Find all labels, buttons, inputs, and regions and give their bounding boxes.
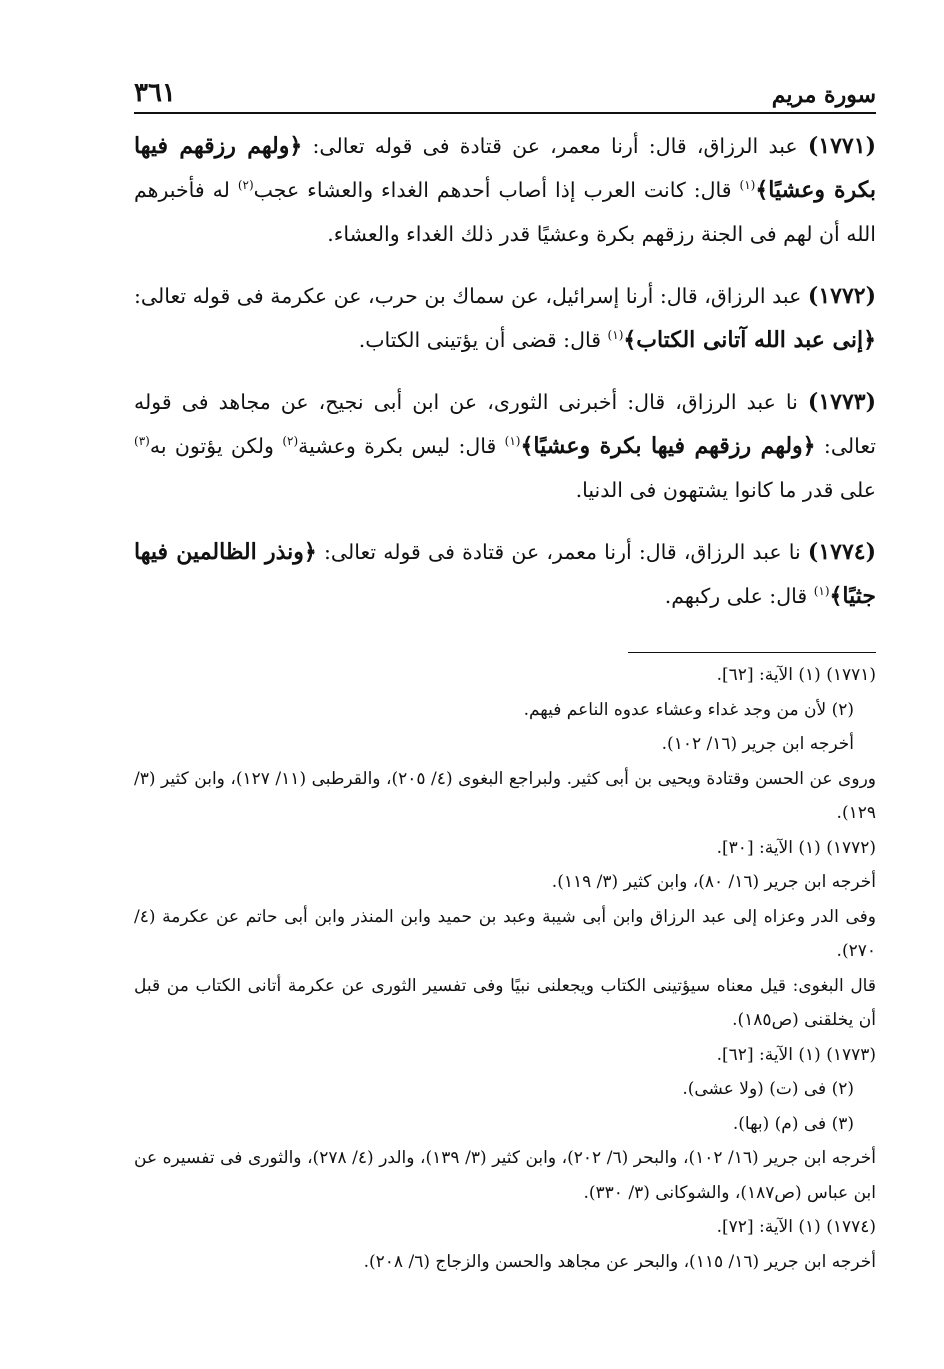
paragraph-text: ولكن يؤتون به xyxy=(149,434,283,458)
footnote-line: (١٧٧٣) (١) الآية: [٦٢]. xyxy=(716,1044,876,1065)
footnote-line: (١٧٧١) (١) الآية: [٦٢]. xyxy=(716,665,876,685)
footnote-separator xyxy=(628,652,876,653)
footnote-line: (١٧٧٢) (١) الآية: [٣٠]. xyxy=(716,837,876,858)
main-text xyxy=(134,124,876,636)
quran-verse: ﴿ولهم رزقهم فيها بكرة وعشيًا﴾ xyxy=(134,133,876,203)
quran-verse: ﴿ونذر الظالمين فيها جثيًا﴾ xyxy=(134,539,876,609)
hadith-number: (١٧٧٣) xyxy=(807,389,876,415)
footnote-ref: (١) xyxy=(739,178,756,193)
header-rule xyxy=(134,112,876,114)
paragraph-text: عبد الرزاق، قال: أرنا معمر، عن قتادة فى قوله تعالى: xyxy=(302,134,808,158)
footnotes xyxy=(134,658,876,1279)
footnote-line: (٣) فى (م) (بها). xyxy=(732,1113,854,1134)
paragraph-text: نا عبد الرزاق، قال: أرنا معمر، عن قتادة فى قوله تعالى: xyxy=(316,540,808,564)
paragraph-text: قال: قضى أن يؤتينى الكتاب. xyxy=(358,328,608,352)
paragraph-1773 xyxy=(134,380,876,512)
paragraph-text: على قدر ما كانوا يشتهون فى الدنيا. xyxy=(575,478,876,502)
footnote-ref: (٢) xyxy=(282,434,299,449)
paragraph-1774 xyxy=(134,530,876,618)
footnote-line: وفى الدر وعزاه إلى عبد الرزاق وابن أبى شيبة وعبد بن حميد وابن المنذر وابن أبى حاتم عن عكرمة (٤/ ٢٧٠). xyxy=(134,906,876,961)
paragraph-text: نا عبد الرزاق، قال: أخبرنى الثورى، عن ابن أبى نجيح، عن مجاهد فى قوله تعالى: xyxy=(134,390,877,458)
page-header xyxy=(134,72,876,112)
footnote-ref: (١) xyxy=(813,584,830,599)
footnote-ref: (٢) xyxy=(237,178,254,193)
footnote-line: أخرجه ابن جرير (١٦/ ١١٥)، والبحر عن مجاهد والحسن والزجاج (٦/ ٢٠٨). xyxy=(363,1251,876,1272)
paragraph-text: قال: على ركبهم. xyxy=(664,584,814,608)
paragraph-1771 xyxy=(134,124,876,256)
footnote-line: قال البغوى: قيل معناه سيؤتينى الكتاب ويجعلنى نبيًا وفى تفسير الثورى عن عكرمة أتانى الكتاب من قبل أن يخلقنى (ص١٨٥). xyxy=(134,975,876,1030)
paragraph-text: قال: كانت العرب إذا أصاب أحدهم الغداء والعشاء عجب xyxy=(253,178,740,202)
paragraph-text: عبد الرزاق، قال: أرنا إسرائيل، عن سماك بن حرب، عن عكرمة فى قوله تعالى: xyxy=(134,284,808,308)
page-number: ٣٦١ xyxy=(134,78,176,108)
footnote-line: أخرجه ابن جرير (١٦/ ١٠٢)، والبحر (٦/ ٢٠٢)، وابن كثير (٣/ ١٣٩)، والدر (٤/ ٢٧٨)، والثورى فى تفسيره عن ابن عباس (ص١٨٧)، والشوكانى (٣/ ٣٣٠). xyxy=(134,1148,876,1203)
quran-verse: ﴿إنى عبد الله آتانى الكتاب﴾ xyxy=(623,327,876,353)
paragraph-1772 xyxy=(134,274,876,362)
quran-verse: ﴿ولهم رزقهم فيها بكرة وعشيًا﴾ xyxy=(520,433,816,459)
footnote-ref: (١) xyxy=(504,434,521,449)
footnote-ref: (١) xyxy=(607,328,624,343)
footnote-line: (١٧٧٤) (١) الآية: [٧٢]. xyxy=(716,1217,876,1237)
footnote-line: وروى عن الحسن وقتادة ويحيى بن أبى كثير. ولبراجع البغوى (٤/ ٢٠٥)، والقرطبى (١١/ ١٢٧)، وابن كثير (٣/ ١٢٩). xyxy=(134,768,876,823)
footnote-line: أخرجه ابن جرير (١٦/ ٨٠)، وابن كثير (٣/ ١١٩). xyxy=(551,872,876,892)
footnote-line: أخرجه ابن جرير (١٦/ ١٠٢). xyxy=(661,734,854,754)
hadith-number: (١٧٧٤) xyxy=(807,539,877,565)
paragraph-text: قال: ليس بكرة وعشية xyxy=(298,434,505,458)
surah-title: سورة مريم xyxy=(771,82,876,108)
footnote-line: (٢) لأن من وجد غداء وعشاء عدوه الناعم فيهم. xyxy=(523,699,854,720)
footnote-ref: (٣) xyxy=(134,434,150,449)
hadith-number: (١٧٧١) xyxy=(807,133,876,159)
hadith-number: (١٧٧٢) xyxy=(807,283,876,309)
paragraph-text: له فأخبرهم الله أن لهم فى الجنة رزقهم بكرة وعشيًا قدر ذلك الغداء والعشاء. xyxy=(134,178,876,246)
footnote-line: (٢) فى (ت) (ولا عشى). xyxy=(682,1079,854,1099)
